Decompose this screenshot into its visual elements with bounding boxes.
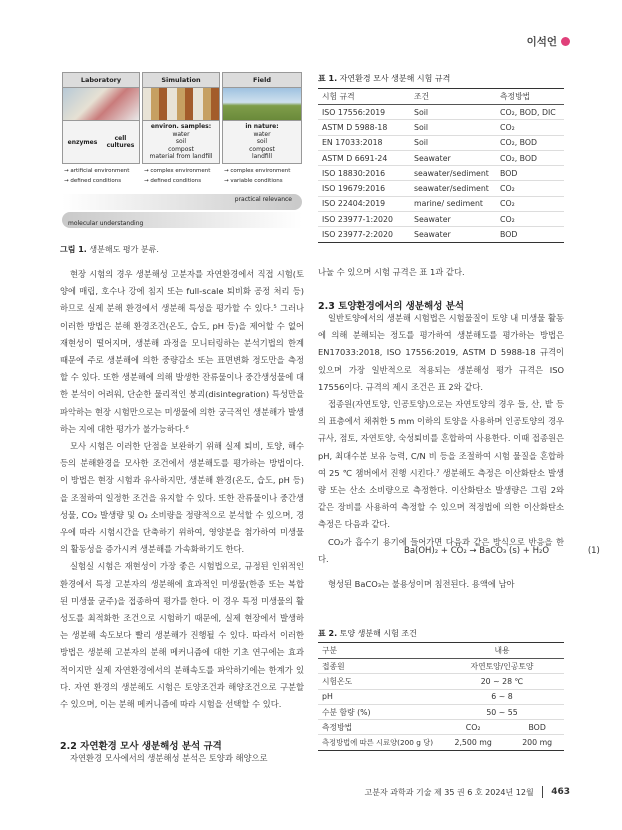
- paragraph: 일반토양에서의 생분해 시험법은 시험물질이 토양 내 미생물 활동에 의해 분해되는 정도를 평가하여 생분해도를 평가하는 방법은 EN17033:2018, ISO 17556:2019, ASTM D 5988-18 규격이 있으며 가장 일반적으로 적용되는 생분해성 평가 규격은 ISO 17556이다. 규격의 제시 조건은 표 2와 같다.: [318, 313, 564, 392]
- understanding-arrow: molecular understanding: [62, 212, 302, 228]
- simulation-photo: [142, 88, 220, 120]
- figure-column-simulation: [142, 72, 220, 190]
- paragraph: 형성된 BaCO₃는 불용성이며 침전된다. 용액에 남아: [328, 579, 515, 589]
- header-brand: [527, 34, 570, 49]
- cell: ISO 23977-1:2020: [318, 212, 410, 227]
- cell: CO₂, BOD: [496, 150, 564, 165]
- field-box: [222, 120, 302, 164]
- cell: ASTM D 6691-24: [318, 150, 410, 165]
- arrow-text: → defined conditions: [144, 178, 202, 184]
- cell: 측정방법: [318, 720, 436, 735]
- journal-info: 고분자 과학과 기술 제 35 권 6 호 2024년 12월: [364, 787, 534, 797]
- cell: marine/ sediment: [410, 196, 496, 211]
- cell: ASTM D 5988-18: [318, 120, 410, 135]
- page-footer: [365, 786, 570, 798]
- box-line: compost: [249, 145, 275, 153]
- brand-dot-icon: [561, 37, 570, 46]
- column-header: Field: [222, 72, 302, 88]
- box-line: water: [253, 130, 271, 138]
- cell: Soil: [410, 105, 496, 120]
- cell: Seawater: [410, 227, 496, 242]
- cell: seawater/sediment: [410, 181, 496, 196]
- cell: 200 mg: [506, 735, 564, 750]
- cell: EN 17033:2018: [318, 135, 410, 150]
- equation-text: Ba(OH)₂ + CO₂ → BaCO₃ (s) + H₂O: [404, 546, 550, 556]
- table-row: [318, 674, 564, 689]
- box-line: material from landfill: [149, 153, 213, 160]
- paragraph: 현장 시험의 경우 생분해성 고분자를 자연환경에서 직접 시험(토양에 매립, 호수나 강에 침지 또는 full-scale 퇴비화 공정 처리 등)하므로 실제 분해 환경에서 생분해 특성을 평가할 수 있다.⁵ 그러나 이러한 방법은 분해 환경조건(온도, 습도, pH 등)을 제어할 수 없어 재현성이 떨어지며, 생분해 과정을 모니터링하는 분석기법의 한계 때문에 주로 생분해에 의한 중량감소 또는 표면변화 정도만을 측정할 수 있다. 또한 생분해에 의해 발생한 잔류물이나 중간생성물에 대한 분석이 어려워, 단순한 물리적인 붕괴(disintegration) 특성만을 파악하는 현장 시험만으로는 미생물에 의한 궁극적인 생분해가 발생하는 지에 대한 평가가 불가능하다.⁶: [60, 269, 304, 434]
- table-row: [318, 166, 564, 181]
- table-row: [318, 704, 564, 719]
- section-title-2-3: 2.3 토양환경에서의 생분해성 분석: [318, 301, 465, 312]
- cell: CO₂, BOD, DIC: [496, 105, 564, 120]
- cell: seawater/sediment: [410, 166, 496, 181]
- column-header: 측정방법: [496, 89, 564, 105]
- table-row: [318, 689, 564, 704]
- table-row: [318, 120, 564, 135]
- table-2-title: [318, 628, 417, 639]
- lab-photo: [62, 88, 140, 120]
- table-row: [318, 735, 564, 750]
- column-header: 시험 규격: [318, 89, 410, 105]
- section-title-2-2: 2.2 자연환경 모사 생분해성 분석 규격: [60, 741, 222, 752]
- table-title-text: 자연환경 모사 생분해 시험 규격: [339, 74, 451, 83]
- arrow-text: → artificial environment: [64, 168, 130, 174]
- caption-text: 생분해도 평가 분류.: [89, 245, 159, 254]
- column-header: Laboratory: [62, 72, 140, 88]
- right-column-text: [318, 310, 564, 568]
- cell: ISO 18830:2016: [318, 166, 410, 181]
- cell: BOD: [506, 720, 564, 735]
- cell: ISO 22404:2019: [318, 196, 410, 211]
- figure-1: [60, 72, 304, 234]
- table-label: 표 2.: [318, 629, 338, 638]
- table-2: [318, 642, 564, 751]
- cell: 수분 함량 (%): [318, 704, 436, 719]
- lab-box: [62, 120, 140, 164]
- table-row: [318, 135, 564, 150]
- cell: 접종원: [318, 659, 436, 674]
- table-header-row: [318, 89, 564, 105]
- page-number: 463: [551, 787, 570, 797]
- table-header-row: [318, 643, 564, 659]
- cell: CO₂: [496, 196, 564, 211]
- cell: 자연토양/인공토양: [436, 659, 564, 674]
- table-row: [318, 659, 564, 674]
- cell: 측정방법에 따른 시료양(200 g 당): [318, 735, 436, 750]
- cell: Seawater: [410, 150, 496, 165]
- arrow-text: → complex environment: [224, 168, 291, 174]
- simulation-box: [142, 120, 220, 164]
- after-equation-text: [318, 576, 564, 593]
- cell: 2,500 mg: [436, 735, 506, 750]
- cell: CO₂: [496, 120, 564, 135]
- table-row: [318, 181, 564, 196]
- cell: CO₂: [496, 181, 564, 196]
- column-header: 조건: [410, 89, 496, 105]
- cell: ISO 17556:2019: [318, 105, 410, 120]
- box-title: environ. samples:: [150, 123, 212, 130]
- box-line: compost: [168, 145, 194, 153]
- paragraph: 실험실 시험은 재현성이 가장 좋은 시험법으로, 규정된 인위적인 환경에서 특정 고분자의 생분해에 효과적인 미생물(한종 또는 복합된 미생물 균주)을 접종하여 평가를 한다. 이 경우 특정 미생물의 활성도를 최적화한 조건으로 시험하기 때문에, 실제 현장에서 발생하는 생분해 속도보다 빨리 생분해가 진행될 수 있다. 따라서 이러한 방법은 생분해 고분자의 분해 메커니즘에 대한 기초 연구에는 효과적이지만 실제 자연환경에서의 분해속도를 파악하기에는 한계가 있다. 자연 환경의 생분해도 시험은 토양조건과 해양조건으로 구분할 수 있으며, 이는 분해 메커니즘에 따라 시험을 선택할 수 있다.: [60, 561, 304, 710]
- table-label: 표 1.: [318, 74, 338, 83]
- cell: pH: [318, 689, 436, 704]
- figure-column-field: [222, 72, 302, 190]
- cell: ISO 19679:2016: [318, 181, 410, 196]
- arrow-text: → complex environment: [144, 168, 211, 174]
- cell-cultures: cell cultures: [106, 134, 135, 149]
- arrow-text: → variable conditions: [224, 178, 283, 184]
- arrow-text: → defined conditions: [64, 178, 122, 184]
- table-1: [318, 88, 564, 243]
- cell: 6 ~ 8: [436, 689, 564, 704]
- column-header: Simulation: [142, 72, 220, 88]
- table-title-text: 토양 생분해 시험 조건: [339, 629, 417, 638]
- box-line: water: [172, 130, 190, 138]
- footer-divider: [542, 786, 544, 798]
- paragraph: 모사 시험은 이러한 단점을 보완하기 위해 실제 퇴비, 토양, 해수 등의 분해환경을 모사한 조건에서 생분해도를 평가하는 방법이다. 이 방법은 현장 시험과 유사하지만, 생분해 환경(온도, 습도, pH 등)을 조절하여 일정한 조건을 유지할 수 있다. 또한 잔류물이나 중간생성물, CO₂ 발생량 및 O₂ 소비량을 정량적으로 분석할 수 있으며, 경우에 따라 시험시간을 단축하기 위하여, 영양분을 첨가하여 미생물의 활동성을 증가시켜 생분해를 가속화하기도 한다.: [60, 441, 304, 555]
- cell: Soil: [410, 135, 496, 150]
- equation-1: [404, 546, 600, 556]
- cell: CO₂: [496, 212, 564, 227]
- paragraph: 자연환경 모사에서의 생분해성 분석은 토양과 해양으로: [70, 753, 268, 763]
- box-line: soil: [175, 138, 187, 145]
- cell: 시험온도: [318, 674, 436, 689]
- column-header: 내용: [436, 643, 564, 659]
- cell: BOD: [496, 166, 564, 181]
- cell: BOD: [496, 227, 564, 242]
- paragraph: 접종원(자연토양, 인공토양)으로는 자연토양의 경우 들, 산, 밭 등의 표층에서 채취한 5 mm 이하의 토양을 사용하며 인공토양의 경우 규사, 점토, 자연토양, 숙성퇴비를 혼합하여 사용한다. 이때 접종원은 pH, 최대수분 보유 능력, C/N 비 등을 조절하여 시험 물질을 혼합하여 25 ℃ 챔버에서 진행 시킨다.⁷ 생분해도 측정은 이산화탄소 발생량 또는 산소 소비량으로 측정한다. 이산화탄소 발생량은 그림 2와 같은 장비를 사용하여 측정할 수 있으며 적정법에 의한 이산화탄소 측정은 다음과 같다.: [318, 399, 564, 530]
- caption-label: 그림 1.: [60, 245, 87, 254]
- cell: 50 ~ 55: [436, 704, 564, 719]
- equation-number: (1): [587, 546, 600, 556]
- field-photo: [222, 88, 302, 120]
- figure-caption: [60, 244, 159, 255]
- column-header: 구분: [318, 643, 436, 659]
- box-line: soil: [256, 138, 268, 145]
- cell: 20 ~ 28 ℃: [436, 674, 564, 689]
- box-line: enzymes: [67, 138, 98, 146]
- section-2-2-text: [60, 750, 304, 767]
- cell: ISO 23977-2:2020: [318, 227, 410, 242]
- cell: Soil: [410, 120, 496, 135]
- figure-column-laboratory: [62, 72, 140, 190]
- cell: Seawater: [410, 212, 496, 227]
- right-intro-text: [318, 264, 564, 281]
- box-line: landfill: [251, 153, 273, 160]
- table-row: [318, 212, 564, 227]
- cell: CO₂, BOD: [496, 135, 564, 150]
- relevance-arrow: practical relevance: [62, 194, 302, 210]
- left-column-text: [60, 266, 304, 713]
- table-row: [318, 150, 564, 165]
- author-name: 이석언: [526, 36, 557, 48]
- paragraph: CO₂가 흡수기 용기에 들어가면 다음과 같은 방식으로 반응을 한다.: [318, 536, 564, 564]
- table-1-title: [318, 73, 450, 84]
- table-row: [318, 720, 564, 735]
- table-row: [318, 227, 564, 242]
- box-title: in nature:: [245, 123, 279, 130]
- cell: CO₂: [436, 720, 506, 735]
- table-row: [318, 196, 564, 211]
- paragraph: 나눌 수 있으며 시험 규격은 표 1과 같다.: [318, 267, 465, 277]
- table-row: [318, 105, 564, 120]
